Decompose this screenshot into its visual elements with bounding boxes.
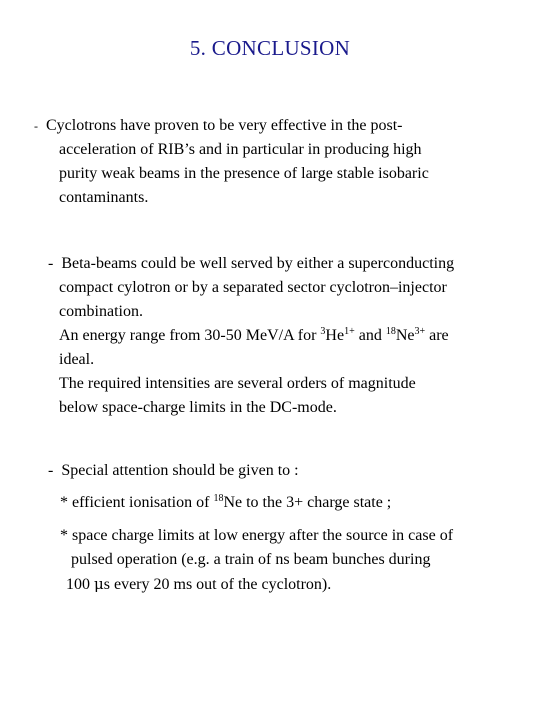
neon-symbol: Ne [223,494,243,511]
charge-state-text: to the 3+ charge state ; [242,494,392,511]
point-2-line-6: The required intensities are several orders of magnitude [59,375,416,392]
are-text: are [425,327,449,344]
helium-charge: 1+ [344,326,355,337]
point-2-line-5: ideal. [59,351,95,368]
and-text: and [354,327,386,344]
bullet-space-charge-line-3 [60,572,453,597]
page-title: 5. CONCLUSION [189,36,351,60]
dash-marker: - [48,255,54,272]
duration-value: 100 [66,576,94,593]
energy-range-text: An energy range from 30-50 MeV/A for [59,327,321,344]
energy-range-line [48,324,454,348]
bullet-ionisation-text: * efficient ionisation of [60,494,214,511]
helium-symbol: He [325,327,345,344]
duration-rest-text: s every 20 ms out of the cyclotron). [103,576,332,593]
conclusion-point-3 [48,459,299,483]
point-3-heading: Special attention should be given to : [61,462,299,479]
neon-charge: 3+ [414,326,426,337]
point-1-line-4: contaminants. [59,189,149,206]
neon-symbol: Ne [395,327,415,344]
bullet-ionisation [60,491,391,515]
bullet-space-charge-line-1: * space charge limits at low energy after the source in case of [60,527,454,544]
neon-mass-number: 18 [385,326,396,337]
point-1-line-1: Cyclotrons have proven to be very effective in the post- [46,117,403,134]
conclusion-point-1 [34,114,429,210]
point-2-line-7: below space-charge limits in the DC-mode. [59,399,337,416]
point-2-line-1: Beta-beams could be well served by either a superconducting [61,255,455,272]
bullet-space-charge [60,524,453,597]
neon-mass-number: 18 [213,493,224,504]
point-2-line-2: compact cylotron or by a separated sector cyclotron–injector [59,279,447,296]
micro-symbol: μ [94,575,104,593]
point-1-line-2: acceleration of RIB’s and in particular in producing high [59,141,422,158]
helium-mass-number: 3 [320,326,326,337]
bullet-space-charge-line-2: pulsed operation (e.g. a train of ns beam bunches during [71,551,431,568]
conclusion-point-2 [48,252,454,420]
point-1-line-3: purity weak beams in the presence of large stable isobaric [59,165,429,182]
dash-marker: - [34,119,38,133]
dash-marker: - [48,462,54,479]
point-2-line-3: combination. [59,303,143,320]
